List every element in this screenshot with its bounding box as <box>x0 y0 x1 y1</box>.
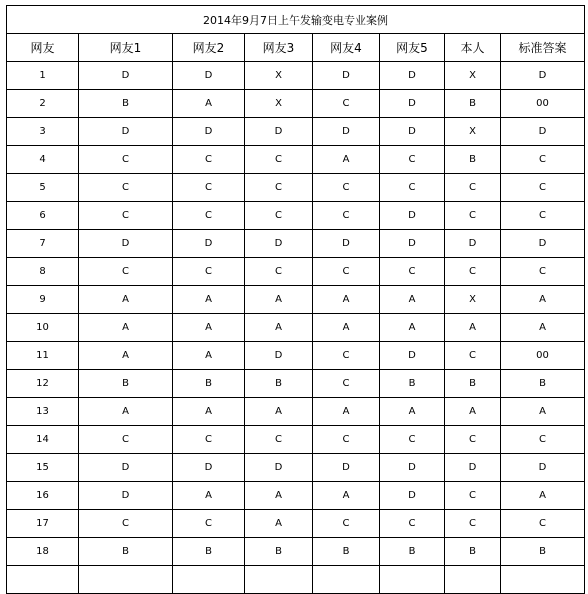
table-cell: B <box>501 538 585 566</box>
table-cell: D <box>380 482 445 510</box>
table-cell: A <box>173 90 245 118</box>
table-cell: B <box>445 146 501 174</box>
table-cell: B <box>445 370 501 398</box>
table-cell: A <box>79 342 173 370</box>
table-cell: A <box>313 146 380 174</box>
table-body <box>7 62 585 594</box>
table-cell <box>445 566 501 594</box>
table-cell: B <box>313 538 380 566</box>
table-cell: A <box>79 314 173 342</box>
table-row <box>7 370 585 398</box>
table-cell: 11 <box>7 342 79 370</box>
table-cell: 3 <box>7 118 79 146</box>
table-cell: D <box>380 454 445 482</box>
table-cell: C <box>445 174 501 202</box>
table-cell: C <box>79 426 173 454</box>
table-row <box>7 286 585 314</box>
table-cell: C <box>313 90 380 118</box>
table-cell: C <box>313 258 380 286</box>
table-cell: C <box>245 202 313 230</box>
table-cell: A <box>245 314 313 342</box>
table-cell: A <box>313 482 380 510</box>
header-cell: 网友2 <box>173 34 245 62</box>
table-cell: D <box>313 118 380 146</box>
table-cell: D <box>501 118 585 146</box>
table-cell: C <box>501 258 585 286</box>
table-row <box>7 566 585 594</box>
table-cell: D <box>501 230 585 258</box>
table-row <box>7 482 585 510</box>
table-cell: C <box>245 258 313 286</box>
table-cell <box>380 566 445 594</box>
table-cell: X <box>245 90 313 118</box>
table-cell: C <box>79 202 173 230</box>
table-cell: 18 <box>7 538 79 566</box>
table-cell <box>245 566 313 594</box>
table-row <box>7 230 585 258</box>
table-cell: D <box>79 62 173 90</box>
table-cell: 13 <box>7 398 79 426</box>
table-cell: A <box>173 314 245 342</box>
table-cell: D <box>313 62 380 90</box>
table-cell: B <box>501 370 585 398</box>
table-cell: C <box>313 426 380 454</box>
table-cell: C <box>173 258 245 286</box>
table-cell: A <box>445 314 501 342</box>
table-cell: A <box>313 314 380 342</box>
table-cell: C <box>245 174 313 202</box>
table-cell: 00 <box>501 90 585 118</box>
table-row <box>7 118 585 146</box>
table-cell: A <box>445 398 501 426</box>
table-cell: A <box>501 314 585 342</box>
table-cell: B <box>79 90 173 118</box>
table-row <box>7 258 585 286</box>
table-cell: A <box>173 482 245 510</box>
table-cell: 16 <box>7 482 79 510</box>
table-cell: C <box>445 510 501 538</box>
table-cell: D <box>173 454 245 482</box>
table-cell: D <box>173 118 245 146</box>
table-cell: D <box>173 62 245 90</box>
table-cell: 6 <box>7 202 79 230</box>
table-cell: D <box>380 90 445 118</box>
table-cell: B <box>380 370 445 398</box>
table-row <box>7 146 585 174</box>
table-cell: D <box>313 230 380 258</box>
table-cell: D <box>79 482 173 510</box>
table-cell: A <box>501 482 585 510</box>
table-cell: A <box>245 482 313 510</box>
table-row <box>7 398 585 426</box>
table-cell: D <box>501 62 585 90</box>
table-cell: B <box>445 538 501 566</box>
table-cell: D <box>313 454 380 482</box>
table-row <box>7 342 585 370</box>
table-cell <box>79 566 173 594</box>
table-row <box>7 174 585 202</box>
table-cell: C <box>501 146 585 174</box>
table-cell: C <box>380 426 445 454</box>
table-cell: D <box>445 230 501 258</box>
table-cell: 00 <box>501 342 585 370</box>
table-cell: D <box>245 118 313 146</box>
header-cell: 网友3 <box>245 34 313 62</box>
table-cell: B <box>79 538 173 566</box>
table-cell: C <box>445 426 501 454</box>
table-cell: A <box>173 398 245 426</box>
table-cell: D <box>380 62 445 90</box>
table-cell: A <box>501 398 585 426</box>
title-row <box>7 6 585 34</box>
table-cell: D <box>79 454 173 482</box>
table-cell: A <box>501 286 585 314</box>
table-row <box>7 510 585 538</box>
table-cell: X <box>445 286 501 314</box>
table-cell: C <box>313 342 380 370</box>
table-cell: 4 <box>7 146 79 174</box>
header-cell: 网友1 <box>79 34 173 62</box>
table-cell: A <box>173 286 245 314</box>
table-cell: 9 <box>7 286 79 314</box>
table-cell <box>7 566 79 594</box>
table-cell: C <box>380 146 445 174</box>
table-row <box>7 454 585 482</box>
header-cell: 网友 <box>7 34 79 62</box>
table-cell: C <box>380 258 445 286</box>
table-cell: A <box>245 510 313 538</box>
table-cell: D <box>79 230 173 258</box>
table-cell: C <box>445 258 501 286</box>
table-cell: B <box>245 370 313 398</box>
table-cell: 12 <box>7 370 79 398</box>
table-cell: X <box>445 118 501 146</box>
table-cell: D <box>173 230 245 258</box>
table-cell: D <box>445 454 501 482</box>
table-cell: C <box>501 202 585 230</box>
table-cell: C <box>79 174 173 202</box>
table-cell: C <box>313 202 380 230</box>
table-cell: 14 <box>7 426 79 454</box>
table-cell: B <box>380 538 445 566</box>
table-cell: C <box>380 174 445 202</box>
table-cell: X <box>245 62 313 90</box>
table-cell: C <box>445 342 501 370</box>
table-cell: C <box>380 510 445 538</box>
table-cell: A <box>173 342 245 370</box>
table-cell: D <box>245 454 313 482</box>
table-cell: A <box>79 398 173 426</box>
table-cell: D <box>79 118 173 146</box>
table-cell: A <box>79 286 173 314</box>
table-cell: 8 <box>7 258 79 286</box>
table-cell: D <box>245 230 313 258</box>
table-cell <box>313 566 380 594</box>
table-cell: A <box>245 398 313 426</box>
table-cell: C <box>173 202 245 230</box>
table-cell: B <box>79 370 173 398</box>
table-row <box>7 202 585 230</box>
header-cell: 标准答案 <box>501 34 585 62</box>
table-row <box>7 426 585 454</box>
table-cell: B <box>445 90 501 118</box>
table-cell: C <box>79 146 173 174</box>
table-row <box>7 314 585 342</box>
table-row <box>7 90 585 118</box>
table-cell: C <box>445 482 501 510</box>
table-cell: C <box>173 426 245 454</box>
table-cell: 1 <box>7 62 79 90</box>
table-cell: C <box>79 510 173 538</box>
header-cell: 本人 <box>445 34 501 62</box>
table-cell: A <box>380 398 445 426</box>
table-cell: B <box>173 538 245 566</box>
header-row <box>7 34 585 62</box>
table-cell: C <box>313 370 380 398</box>
table-cell: C <box>313 510 380 538</box>
table-cell: 7 <box>7 230 79 258</box>
table-cell: D <box>501 454 585 482</box>
table-row <box>7 62 585 90</box>
table-cell: B <box>245 538 313 566</box>
table-cell: C <box>173 174 245 202</box>
table-cell: A <box>313 286 380 314</box>
table-cell: C <box>501 426 585 454</box>
table-cell: D <box>380 230 445 258</box>
table-cell: C <box>79 258 173 286</box>
table-cell: A <box>380 314 445 342</box>
header-cell: 网友5 <box>380 34 445 62</box>
table-cell: D <box>380 342 445 370</box>
table-cell: C <box>245 426 313 454</box>
table-cell: B <box>173 370 245 398</box>
table-cell: 15 <box>7 454 79 482</box>
table-cell <box>501 566 585 594</box>
table-cell: 17 <box>7 510 79 538</box>
table-cell: 2 <box>7 90 79 118</box>
table-cell: C <box>501 174 585 202</box>
table-cell: D <box>245 342 313 370</box>
table-cell: A <box>245 286 313 314</box>
table-cell: A <box>380 286 445 314</box>
table-cell: D <box>380 118 445 146</box>
table-cell: A <box>313 398 380 426</box>
table-cell: D <box>380 202 445 230</box>
table-cell: C <box>501 510 585 538</box>
table-cell: C <box>173 146 245 174</box>
table-cell: C <box>445 202 501 230</box>
table-cell: X <box>445 62 501 90</box>
header-cell: 网友4 <box>313 34 380 62</box>
table-cell: C <box>245 146 313 174</box>
table-cell: C <box>313 174 380 202</box>
table-row <box>7 538 585 566</box>
table-title: 2014年9月7日上午发输变电专业案例 <box>7 6 585 34</box>
table-cell <box>173 566 245 594</box>
table-cell: C <box>173 510 245 538</box>
table-cell: 5 <box>7 174 79 202</box>
answer-comparison-table <box>6 5 585 594</box>
table-cell: 10 <box>7 314 79 342</box>
